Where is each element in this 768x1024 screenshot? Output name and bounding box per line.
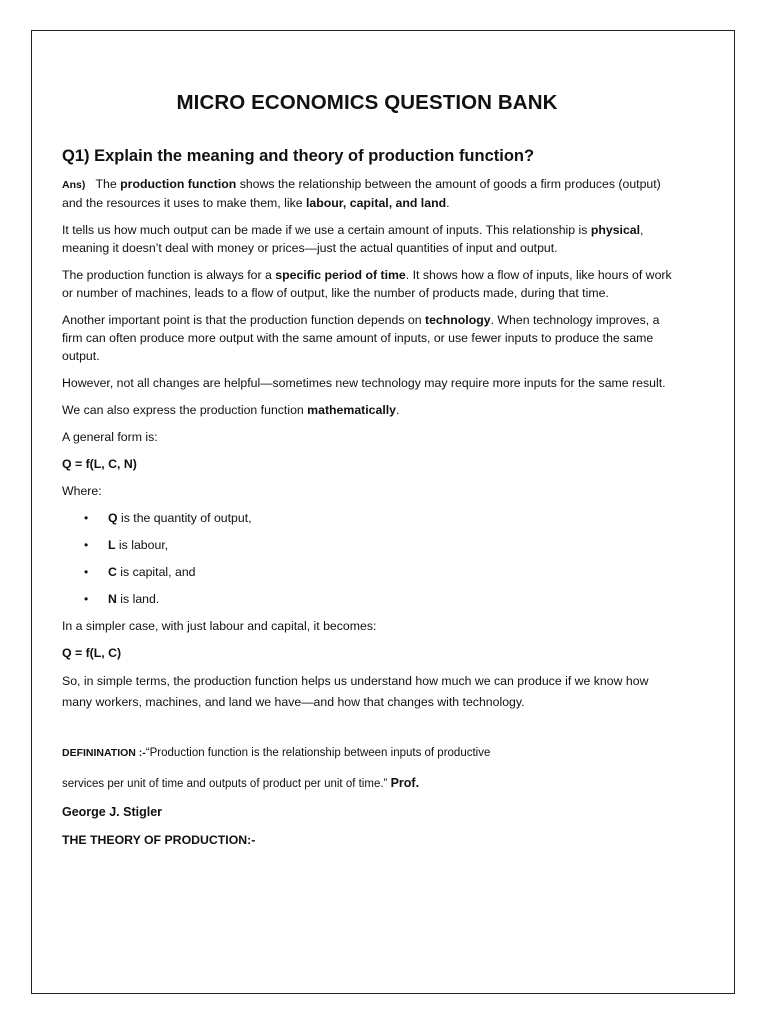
answer-label: Ans) (62, 179, 86, 191)
where-label: Where: (62, 484, 102, 498)
document-title: MICRO ECONOMICS QUESTION BANK (176, 91, 558, 114)
bullet-icon: • (84, 538, 89, 552)
list-item: • Q is the quantity of output, (84, 511, 252, 525)
list-item: • L is labour, (84, 538, 169, 552)
definition-line-1: DEFININATION :-“Production function is the relationship between inputs of productive (62, 747, 491, 759)
formula-simple: Q = f(L, C) (62, 646, 122, 660)
answer-paragraph-2: It tells us how much output can be made if we use a certain amount of inputs. This relationship is physical, meaning it doesn’t deal with money or prices—just the actual quantities of input and output. (62, 223, 644, 255)
list-item: • C is capital, and (84, 565, 196, 579)
definition-line-2: services per unit of time and outputs of product per unit of time.” Prof. (62, 776, 420, 790)
bullet-icon: • (84, 565, 89, 579)
answer-paragraph-4: Another important point is that the production function depends on technology. When technology improves, a firm can often produce more output with the same amount of inputs, or use fewer inputs to produce the same output. (62, 313, 660, 363)
answer-paragraph-5: However, not all changes are helpful—sometimes new technology may require more inputs for the same result. (62, 376, 666, 390)
answer-paragraph-1: Ans) The production function shows the relationship between the amount of goods a firm produces (output) and the resources it uses to make them, like labour, capital, and land. (62, 177, 661, 210)
answer-paragraph-6: We can also express the production function mathematically. (62, 403, 400, 417)
definition-label: DEFININATION :- (62, 747, 146, 759)
bullet-icon: • (84, 511, 89, 525)
formula-general: Q = f(L, C, N) (62, 457, 137, 471)
variable-list (62, 509, 672, 608)
document-body (62, 90, 672, 858)
list-item: • N is land. (84, 592, 160, 606)
answer-paragraph-3: The production function is always for a specific period of time. It shows how a flow of inputs, like hours of work or number of machines, leads to a flow of output, like the number of products made, during that time. (62, 268, 672, 300)
prof-title: Prof. (390, 776, 420, 790)
definition-author: George J. Stigler (62, 805, 163, 819)
simpler-case-paragraph: In a simpler case, with just labour and capital, it becomes: (62, 619, 377, 633)
general-form-label: A general form is: (62, 430, 158, 444)
question-heading: Q1) Explain the meaning and theory of production function? (62, 147, 535, 165)
theory-heading: THE THEORY OF PRODUCTION:- (62, 833, 256, 847)
bullet-icon: • (84, 592, 89, 606)
summary-paragraph: So, in simple terms, the production function helps us understand how much we can produce if we know how many workers, machines, and land we have—and how that changes with technology. (62, 674, 649, 709)
